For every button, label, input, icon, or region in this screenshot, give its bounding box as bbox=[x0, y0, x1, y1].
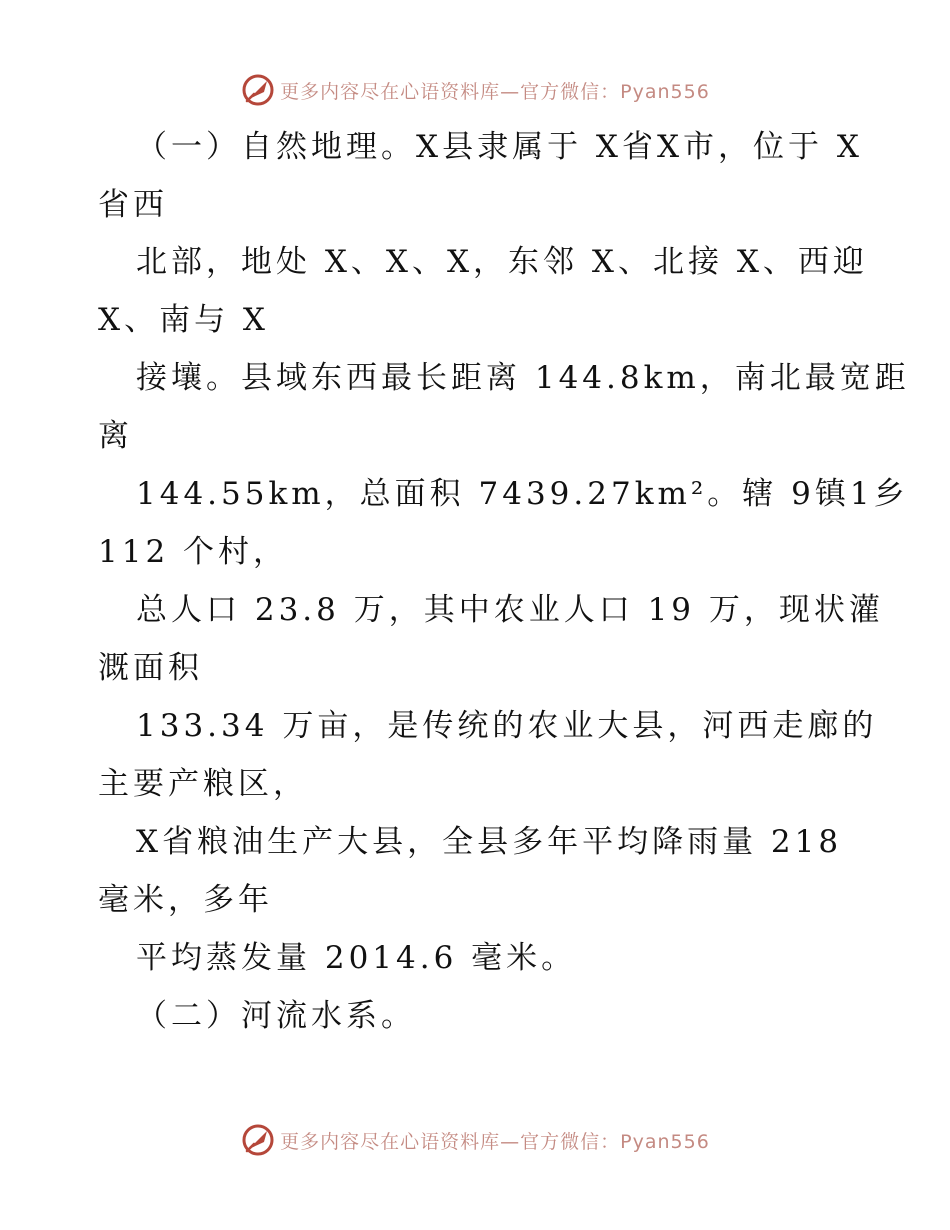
text-line: （二）河流水系。 bbox=[136, 998, 416, 1034]
text-line: 总人口 23.8 万，其中农业人口 19 万，现状灌 bbox=[136, 592, 884, 628]
text-line: 离 bbox=[98, 418, 133, 454]
text-line: 毫米，多年 bbox=[98, 882, 273, 918]
text-line: 112 个村， bbox=[98, 534, 289, 570]
text-line: 北部，地处 X、X、X，东邻 X、北接 X、西迎 bbox=[136, 244, 868, 280]
text-line: X省粮油生产大县，全县多年平均降雨量 218 bbox=[136, 824, 843, 860]
watermark-text: 更多内容尽在心语资料库—官方微信：Pyan556 bbox=[280, 80, 710, 103]
watermark-text: 更多内容尽在心语资料库—官方微信：Pyan556 bbox=[280, 1130, 710, 1153]
text-line: 133.34 万亩，是传统的农业大县，河西走廊的 bbox=[136, 708, 878, 744]
watermark-footer bbox=[0, 1122, 950, 1158]
text-line: 平均蒸发量 2014.6 毫米。 bbox=[136, 940, 577, 976]
text-line: 溉面积 bbox=[98, 650, 203, 686]
quill-logo-icon bbox=[240, 72, 276, 108]
text-line: （一）自然地理。X县隶属于 X省X市，位于 X bbox=[136, 129, 863, 165]
text-line: 主要产粮区， bbox=[98, 766, 308, 802]
text-line: 144.55km，总面积 7439.27km²。辖 9镇1乡 bbox=[136, 476, 909, 512]
text-line: 省西 bbox=[98, 187, 168, 223]
text-line: X、南与 X bbox=[98, 302, 269, 338]
watermark-header bbox=[0, 72, 950, 108]
quill-logo-icon bbox=[240, 1122, 276, 1158]
text-line: 接壤。县域东西最长距离 144.8km，南北最宽距 bbox=[136, 360, 910, 396]
